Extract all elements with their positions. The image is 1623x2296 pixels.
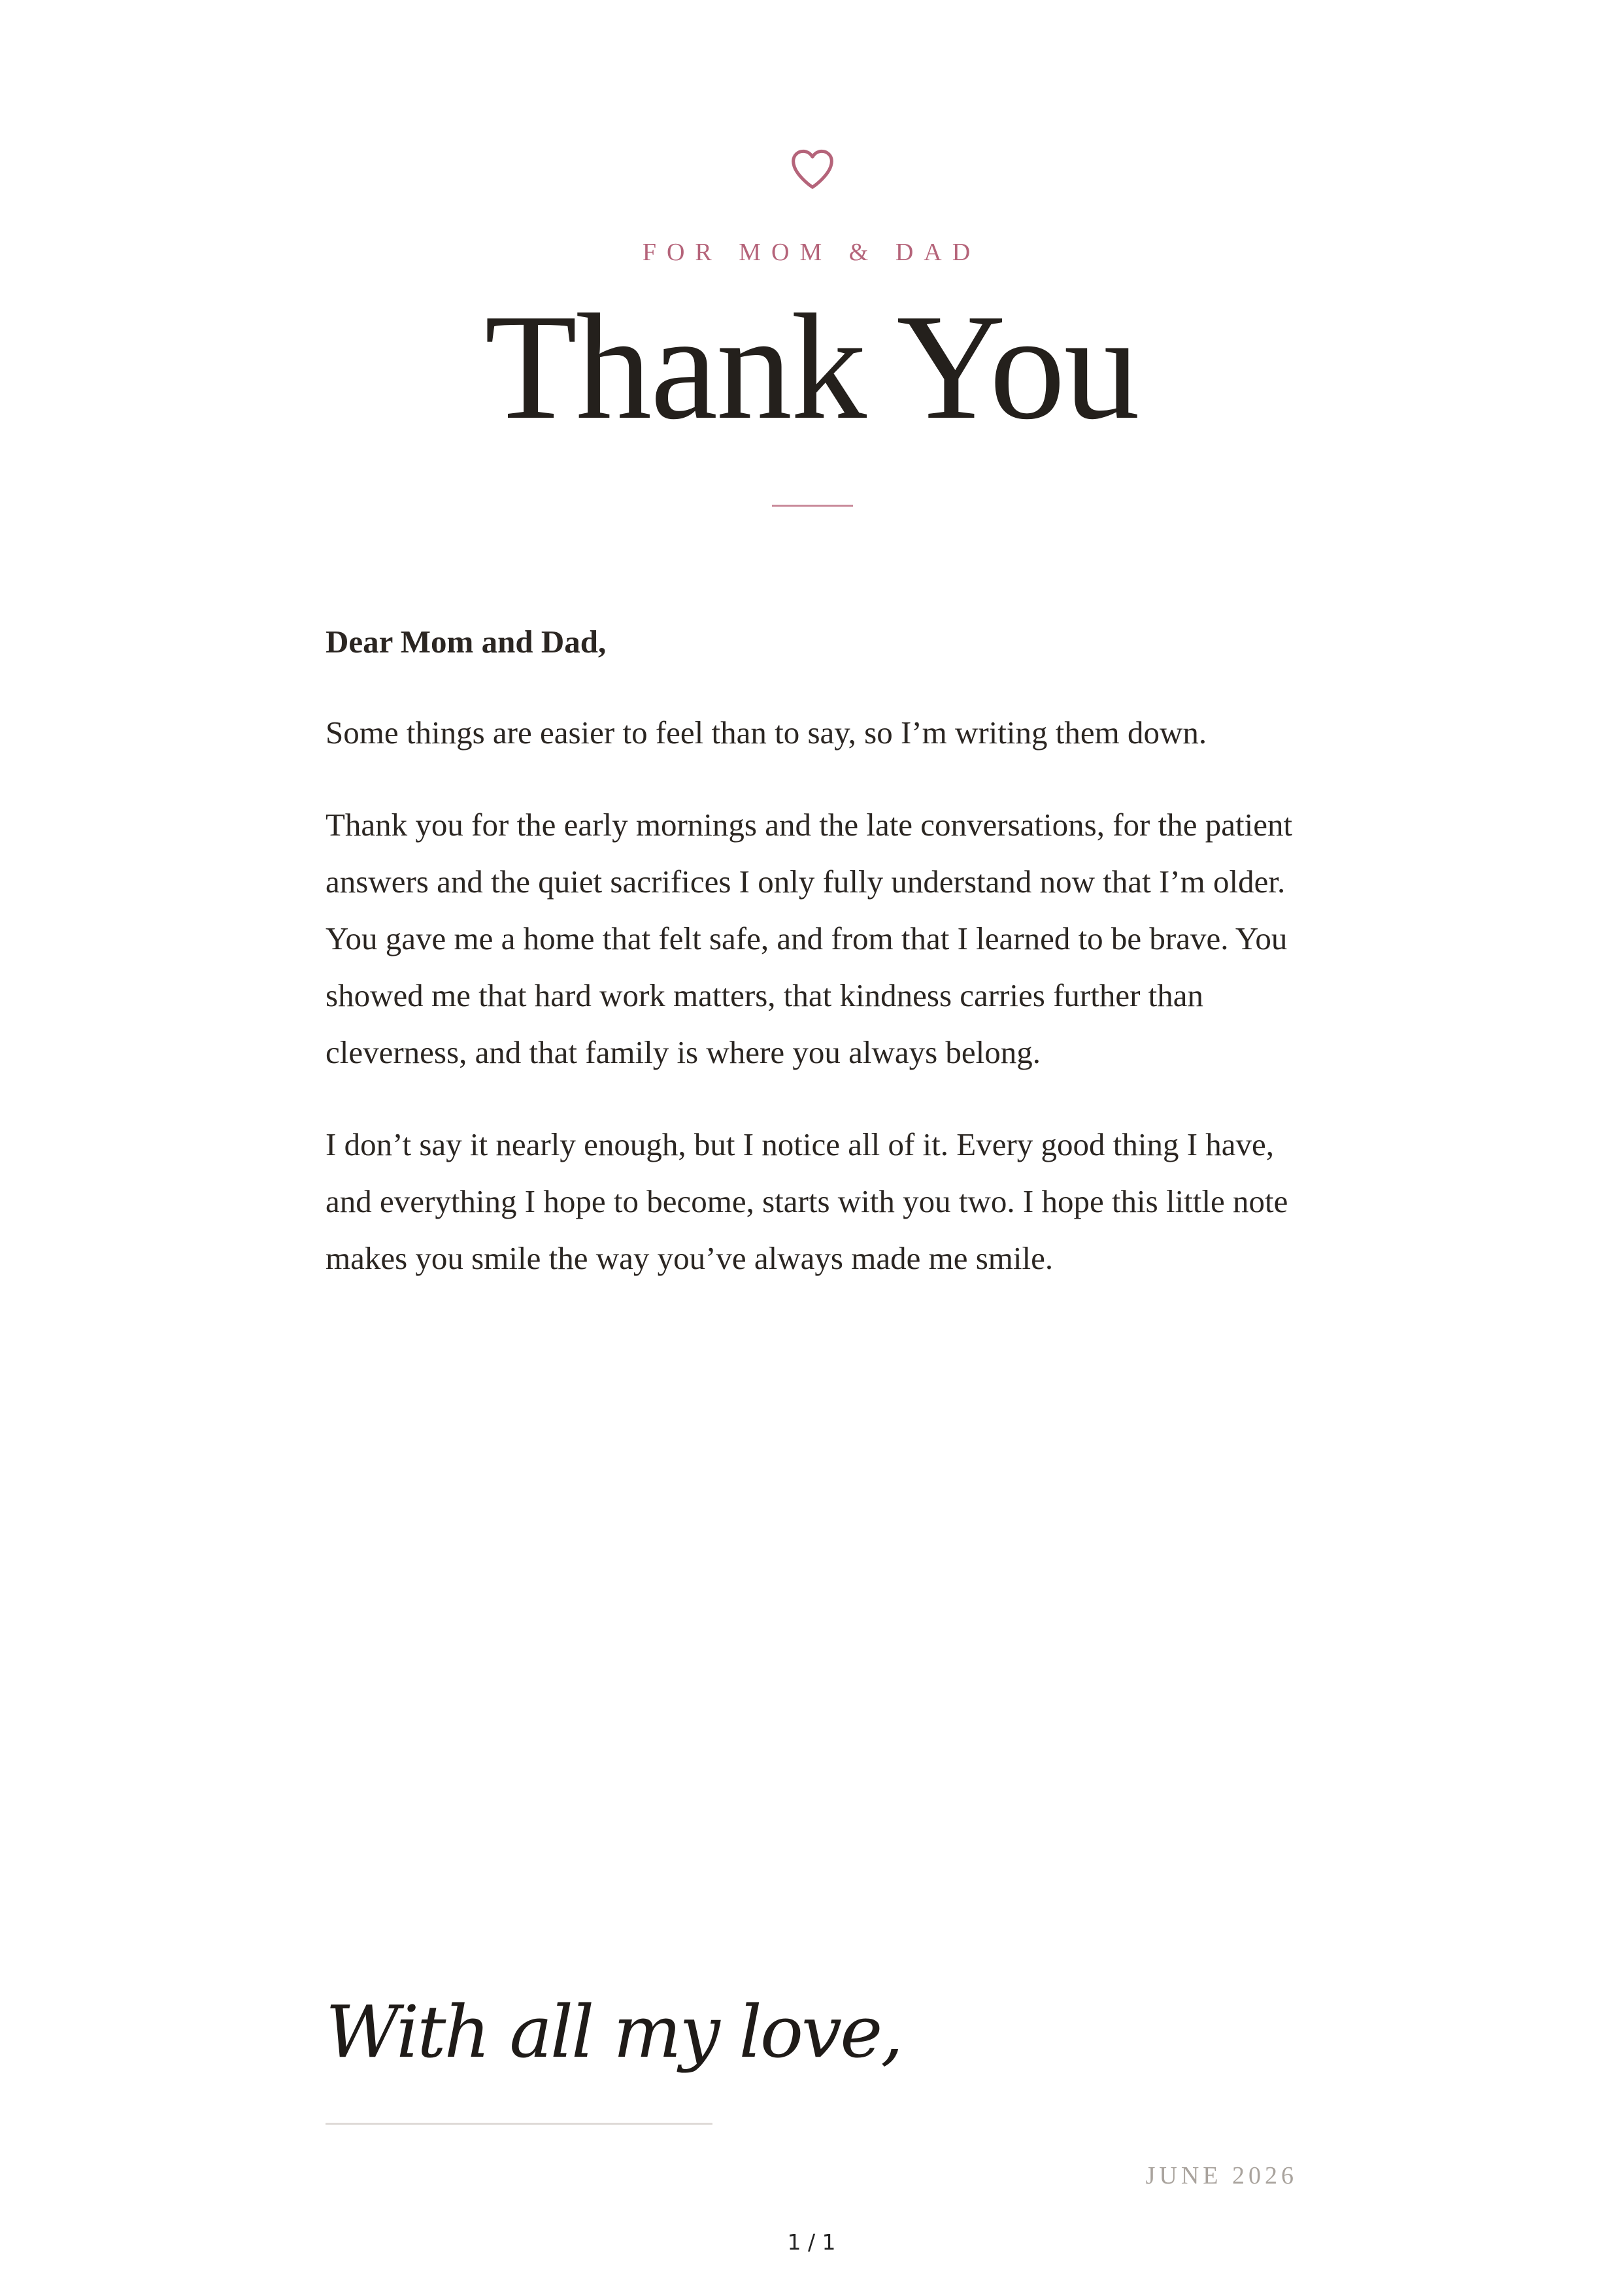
letter-date: JUNE 2026: [1145, 2162, 1297, 2189]
letter-eyebrow: FOR MOM & DAD: [642, 239, 981, 266]
title-divider: [772, 505, 853, 507]
page-number: 1 / 1: [787, 2229, 836, 2255]
letter-salutation: Dear Mom and Dad,: [326, 624, 607, 660]
letter-closing: With all my love,: [326, 1990, 902, 2074]
letter-body: [326, 613, 1306, 1322]
heart-icon: [786, 143, 839, 195]
letter-title: Thank You: [484, 283, 1139, 451]
signature-line: [326, 2123, 712, 2125]
letter-paragraph: I don’t say it nearly enough, but I notice all of it. Every good thing I have, and everything I hope to become, starts with you two. I hope this little note makes you smile the way you’ve always made me smile.: [326, 1126, 1288, 1276]
letter-paragraph: Thank you for the early mornings and the late conversations, for the patient answers and the quiet sacrifices I only fully understand now that I’m older. You gave me a home that felt safe, and from that I learned to be brave. You showed me that hard work matters, that kindness carries further than cleverness, and that family is where you always belong.: [326, 807, 1293, 1070]
letter-paragraph: Some things are easier to feel than to say, so I’m writing them down.: [326, 715, 1207, 751]
